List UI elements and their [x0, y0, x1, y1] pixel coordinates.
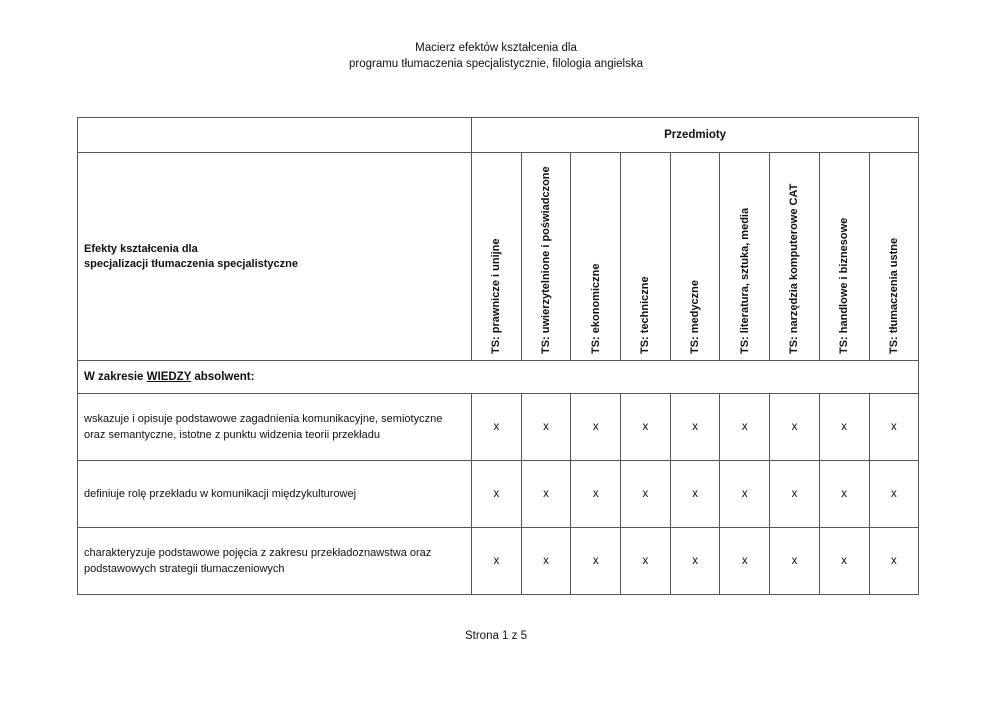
mark-cell: x — [869, 461, 919, 528]
section-suffix: absolwent: — [191, 371, 255, 383]
mark-cell: x — [819, 528, 869, 595]
subject-header-cell — [869, 153, 919, 361]
section-heading-knowledge — [78, 361, 919, 394]
mark-cell: x — [720, 394, 770, 461]
effects-header-line-1: Efekty kształcenia dla — [84, 242, 198, 255]
subject-header-cell — [819, 153, 869, 361]
mark-cell: x — [472, 394, 522, 461]
effect-description: definiuje rolę przekładu w komunikacji międzykulturowej — [78, 461, 472, 528]
mark-cell: x — [472, 461, 522, 528]
mark-cell: x — [770, 461, 820, 528]
title-line-1: Macierz efektów kształcenia dla — [415, 42, 577, 54]
mark-cell: x — [670, 394, 720, 461]
table-row — [78, 461, 919, 528]
mark-cell: x — [770, 394, 820, 461]
subject-header-cell — [621, 153, 671, 361]
effects-header — [78, 153, 472, 361]
page-number: Strona 1 z 5 — [464, 630, 527, 642]
subjects-header: Przedmioty — [472, 118, 919, 153]
subject-header-cell — [521, 153, 571, 361]
mark-cell: x — [819, 461, 869, 528]
table-row — [78, 528, 919, 595]
subject-label: TS: uwierzytelnione i poświadczone — [540, 166, 553, 354]
mark-cell: x — [869, 528, 919, 595]
mark-cell: x — [472, 528, 522, 595]
subject-label: TS: handlowe i biznesowe — [838, 217, 851, 354]
subject-label: TS: tłumaczenia ustne — [887, 237, 900, 354]
mark-cell: x — [670, 461, 720, 528]
section-prefix: W zakresie — [84, 371, 147, 383]
subject-label: TS: techniczne — [639, 276, 652, 354]
effect-description: charakteryzuje podstawowe pojęcia z zakresu przekładoznawstwa oraz podstawowych strategii tłumaczeniowych — [78, 528, 472, 595]
effect-description: wskazuje i opisuje podstawowe zagadnienia komunikacyjne, semiotyczne oraz semantyczne, istotne z punktu widzenia teorii przekładu — [78, 394, 472, 461]
title-line-2: programu tłumaczenia specjalistycznie, filologia angielska — [348, 58, 644, 70]
mark-cell: x — [571, 528, 621, 595]
mark-cell: x — [621, 394, 671, 461]
subject-label: TS: narzędzia komputerowe CAT — [788, 183, 801, 354]
subject-header-cell — [720, 153, 770, 361]
subject-label: TS: medyczne — [689, 280, 702, 354]
empty-corner-cell — [78, 118, 472, 153]
subject-label: TS: ekonomiczne — [589, 263, 602, 354]
mark-cell: x — [521, 461, 571, 528]
mark-cell: x — [869, 394, 919, 461]
subject-header-cell — [472, 153, 522, 361]
effects-matrix-table — [77, 117, 919, 595]
mark-cell: x — [521, 528, 571, 595]
subject-label: TS: prawnicze i unijne — [490, 238, 503, 354]
mark-cell: x — [770, 528, 820, 595]
mark-cell: x — [571, 461, 621, 528]
mark-cell: x — [670, 528, 720, 595]
mark-cell: x — [720, 461, 770, 528]
mark-cell: x — [720, 528, 770, 595]
mark-cell: x — [621, 528, 671, 595]
subject-header-cell — [571, 153, 621, 361]
subject-label: TS: literatura, sztuka, media — [738, 207, 751, 354]
subject-header-cell — [770, 153, 820, 361]
mark-cell: x — [521, 394, 571, 461]
mark-cell: x — [819, 394, 869, 461]
mark-cell: x — [571, 394, 621, 461]
mark-cell: x — [621, 461, 671, 528]
table-row — [78, 394, 919, 461]
section-emphasis: WIEDZY — [146, 371, 192, 383]
effects-header-line-2: specjalizacji tłumaczenia specjalistyczne — [84, 257, 298, 270]
subject-header-cell — [670, 153, 720, 361]
